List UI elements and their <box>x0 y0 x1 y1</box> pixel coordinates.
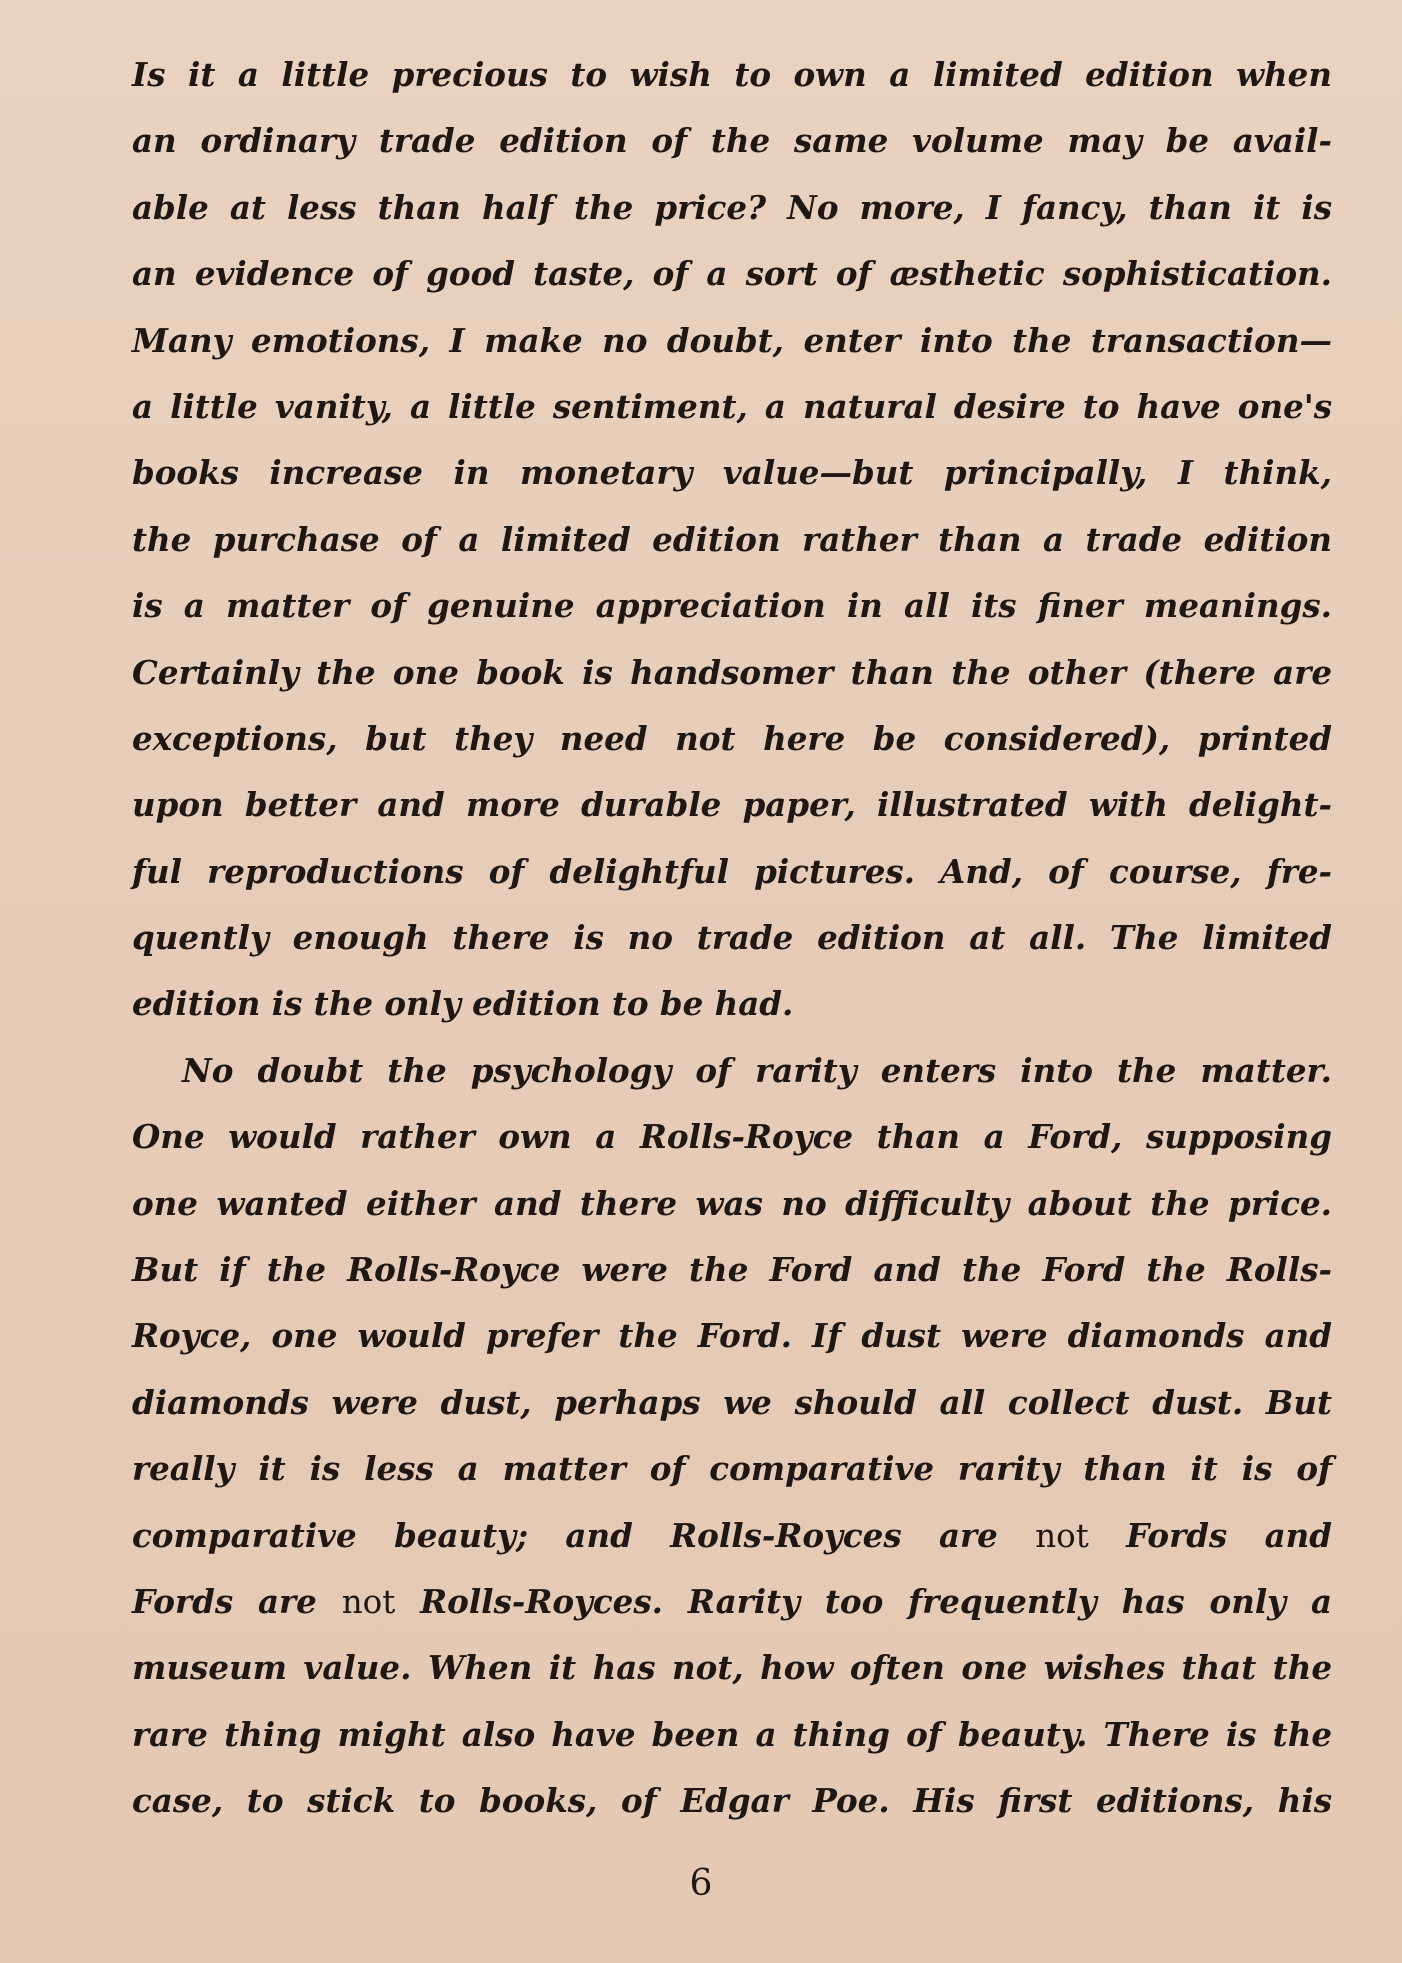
text-line: able at less than half the price? No more, I fancy, than it is <box>132 187 1332 227</box>
text-line: the purchase of a limited edition rather than a trade edition <box>132 519 1332 559</box>
text-line: an ordinary trade edition of the same volume may be avail- <box>132 121 1332 161</box>
text-line: museum value. When it has not, how often one wishes that the <box>132 1648 1332 1688</box>
text-line: an evidence of good taste, of a sort of æsthetic sophistication. <box>132 254 1332 294</box>
text-segment: Fords are <box>132 1581 342 1621</box>
roman-word: not <box>1035 1516 1089 1555</box>
text-line: One would rather own a Rolls-Royce than a Ford, supposing <box>132 1117 1332 1157</box>
text-line: quently enough there is no trade edition at all. The limited <box>132 918 1332 958</box>
text-line: one wanted either and there was no difficulty about the price. <box>132 1183 1332 1223</box>
text-line: a little vanity, a little sentiment, a natural desire to have one's <box>132 386 1332 426</box>
text-line: books increase in monetary value—but principally, I think, <box>132 453 1332 493</box>
text-line <box>132 1569 1332 1635</box>
text-line: Royce, one would prefer the Ford. If dust were diamonds and <box>132 1316 1332 1356</box>
text-segment: Fords and <box>1088 1515 1332 1555</box>
text-line: is a matter of genuine appreciation in all its finer meanings. <box>132 586 1332 626</box>
text-line: edition is the only edition to be had. <box>132 984 794 1024</box>
text-segment: comparative beauty; and Rolls-Royces are <box>132 1515 1036 1555</box>
text-line: But if the Rolls-Royce were the Ford and the Ford the Rolls- <box>132 1250 1332 1290</box>
text-line <box>132 1503 1332 1569</box>
page-number: 6 <box>689 1863 713 1904</box>
text-line: really it is less a matter of comparative rarity than it is of <box>132 1449 1332 1489</box>
text-line: exceptions, but they need not here be considered), printed <box>132 718 1332 758</box>
text-line: case, to stick to books, of Edgar Poe. His first editions, his <box>132 1781 1332 1821</box>
text-line: ful reproductions of delightful pictures. And, of course, fre- <box>132 851 1332 891</box>
text-line: No doubt the psychology of rarity enters into the matter. <box>182 1050 1332 1090</box>
body-text <box>132 42 1332 1835</box>
text-segment: Rolls-Royces. Rarity too frequently has only a <box>395 1581 1332 1621</box>
text-line: Many emotions, I make no doubt, enter into the transaction— <box>132 320 1332 360</box>
text-line: rare thing might also have been a thing of beauty. There is the <box>132 1714 1332 1754</box>
roman-word: not <box>341 1582 396 1621</box>
text-line: Certainly the one book is handsomer than the other (there are <box>132 652 1332 692</box>
text-line: Is it a little precious to wish to own a limited edition when <box>132 55 1332 94</box>
text-line: diamonds were dust, perhaps we should all collect dust. But <box>132 1382 1332 1422</box>
text-line: upon better and more durable paper, illustrated with delight- <box>132 785 1332 825</box>
